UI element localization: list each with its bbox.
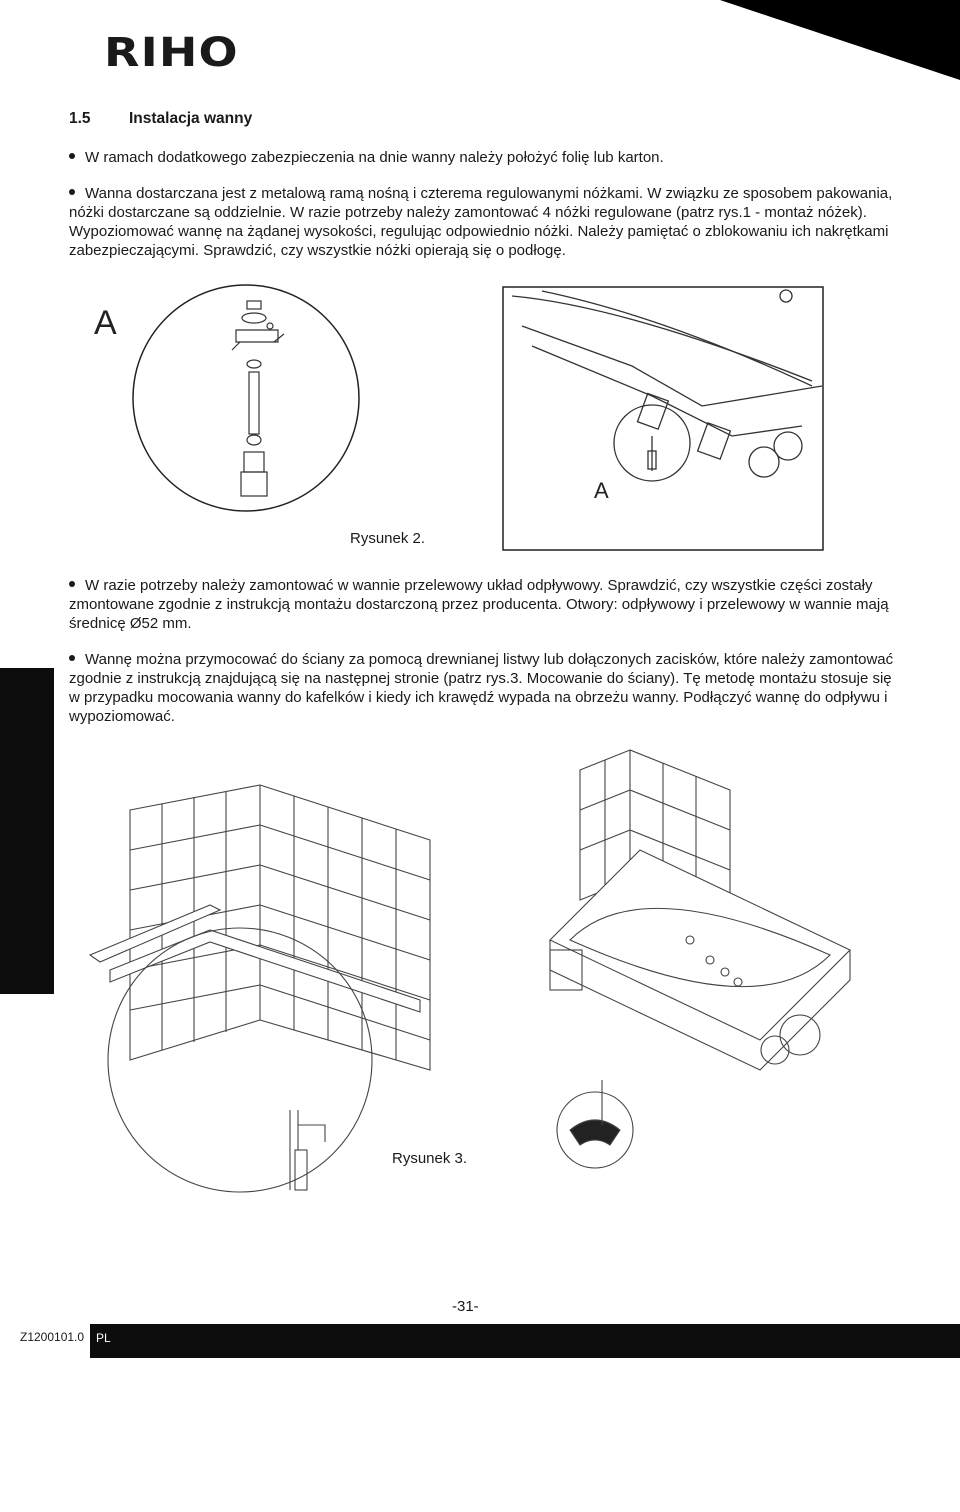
bullet-icon [69, 581, 75, 587]
paragraph-2 [69, 184, 899, 260]
figure-3-caption: Rysunek 3. [392, 1150, 468, 1167]
paragraph-3 [69, 576, 899, 633]
bath-frame-figure [502, 286, 824, 551]
paragraph-text: Wanna dostarczana jest z metalową ramą nośną i czterema regulowanymi nóżkami. W związku ze sposobem pakowania, nóżki dostarczane są oddzielnie. W razie potrzeby należy zamontować 4 nóżki regulowane (patrz rys.1 - montaż nóżek). Wypoziomować wannę na żądanej wysokości, regulując odpowiednio nóżki. Należy pamiętać o zblokowaniu ich nakrętkami zabezpieczającymi. Sprawdzić, czy wszystkie nóżki opierają się o podłogę. [69, 185, 893, 259]
leg-detail-figure [94, 282, 458, 522]
bullet-icon [69, 153, 75, 159]
bullet-icon [69, 189, 75, 195]
section-number: 1.5 [69, 110, 91, 127]
bath-wall-mount-figure [530, 750, 860, 1170]
language-badge: PL [14, 1478, 48, 1512]
brand-logo: RIHO [104, 30, 239, 76]
document-code: Z1200101.0 [20, 1330, 85, 1344]
footer-language: PL [96, 1331, 111, 1345]
paragraph-text: W razie potrzeby należy zamontować w wannie przelewowy układ odpływowy. Sprawdzić, czy wszystkie części zostały zmontowane zgodnie z instrukcją montażu dostarczoną przez producenta. Otwory: odpływowy i przelewowy w wannie mają średnicę Ø52 mm. [69, 577, 889, 632]
corner-decoration [720, 0, 960, 80]
bullet-icon [69, 655, 75, 661]
detail-label-a-right: A [594, 478, 609, 503]
page-number: -31- [452, 1298, 479, 1315]
section-heading [69, 110, 252, 128]
paragraph-text: W ramach dodatkowego zabezpieczenia na dnie wanny należy położyć folię lub karton. [85, 149, 664, 166]
detail-label-a: A [94, 304, 117, 342]
figure-2-caption: Rysunek 2. [350, 530, 426, 547]
paragraph-text: Wannę można przymocować do ściany za pomocą drewnianej listwy lub dołączonych zacisków, które należy zamontować zgodnie z instrukcją znajdującą się na następnej stronie (patrz rys.3. Mocowanie do ściany). Tę metodę montażu stosuje się w przypadku mocowania wanny do kafelków i kiedy ich krawędź wypada na obrzeżu wanny. Podłączyć wannę do odpływu i wypoziomować. [69, 651, 894, 725]
section-title: Instalacja wanny [129, 110, 253, 127]
paragraph-4 [69, 650, 899, 726]
paragraph-1 [69, 148, 899, 167]
wall-batten-figure [90, 780, 470, 1200]
footer-language-bar [90, 1324, 960, 1358]
